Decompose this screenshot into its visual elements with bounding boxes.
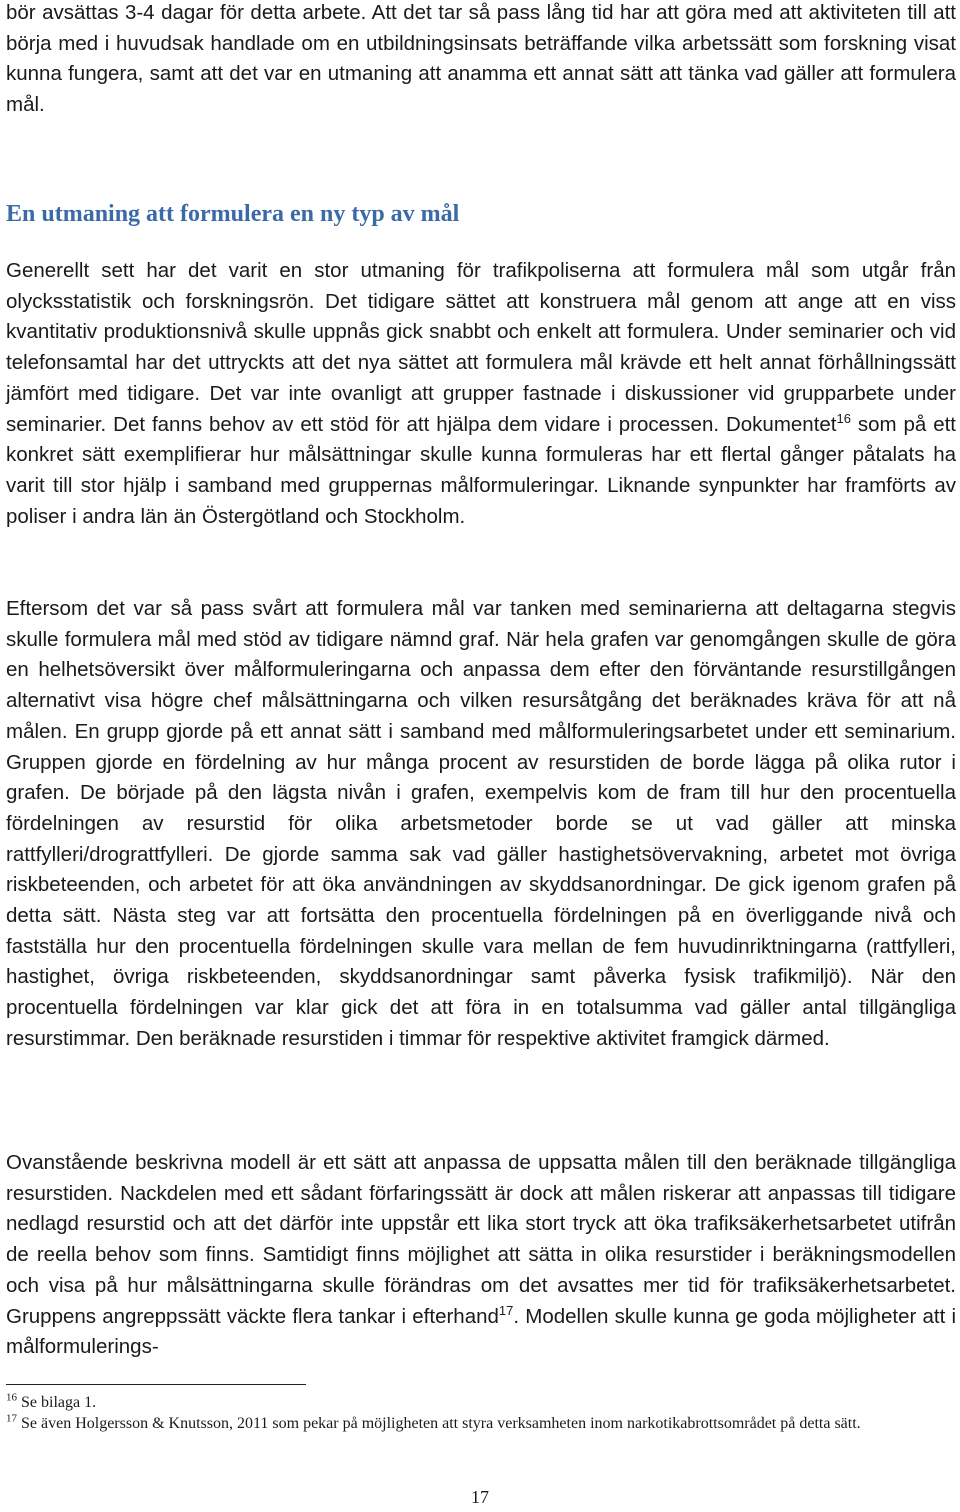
footnote-number: 17 (6, 1412, 17, 1425)
paragraph-2-text: Eftersom det var så pass svårt att formulera mål var tanken med seminarierna att deltagarna stegvis skulle formulera mål med stöd av tidigare nämnd graf. När hela grafen var genomgången skulle de göra en helhetsöversikt över målformuleringarna och anpassa dem efter den förväntande resurstillgången alternativt visa högre chef målsättningarna och vilken resursåtgång det beräknades kräva för att nå målen. En grupp gjorde på ett annat sätt i samband med målformuleringsarbetet under ett seminarium. Gruppen gjorde en fördelning av hur många procent av resurstiden de borde lägga på olika rutor i grafen. De började på den lägsta nivån i grafen, exempelvis kom de fram till hur den procentuella fördelningen av resurstid för olika arbetsmetoder borde se ut vad gäller att minska rattfylleri/drograttfylleri. De gjorde samma sak vad gäller hastighetsövervakning, arbetet mot övriga riskbeteenden, och arbetet för att öka användningen av skyddsanordningar. De gick igenom grafen på detta sätt. Nästa steg var att fortsätta den procentuella fördelningen på en överliggande nivå och fastställa hur den procentuella fördelningen skulle vara mellan de fem huvudinriktningarna (rattfylleri, hastighet, övriga riskbeteenden, skyddsanordningar samt påverka fysisk trafikmiljö). När den procentuella fördelningen var klar gick det att föra in en totalsumma vad gäller antal tillgängliga resurstimmar. Den beräknade resurstiden i timmar för respektive aktivitet framgick därmed. (6, 597, 956, 1050)
paragraph-3-text: Ovanstående beskrivna modell är ett sätt att anpassa de uppsatta målen till den beräknade tillgängliga resurstiden. Nackdelen med ett sådant förfaringssätt är dock att målen riskerar att anpassas till tidigare nedlagd resurstid och att det därför inte uppstår ett lika stort tryck att öka trafiksäkerhetsarbetet utifrån de reella behov som finns. Samtidigt finns möjlighet att sätta in olika resurstider i beräkningsmodellen och visa på hur målsättningarna skulle förändras om det avsattes mer tid för trafiksäkerhetsarbetet. Gruppens angreppssätt väckte flera tankar i efterhand (6, 1151, 956, 1328)
page-number: 17 (471, 1487, 489, 1507)
paragraph-3 (6, 1148, 956, 1363)
intro-text: bör avsättas 3-4 dagar för detta arbete. Att det tar så pass lång tid har att göra med att aktiviteten till att börja med i huvudsak handlade om en utbildningsinsats beträffande vilka arbetssätt som forskning visat kunna fungera, samt att det var en utmaning att anamma ett annat sätt att tänka vad gäller att formulera mål. (6, 1, 956, 117)
paragraph-2 (6, 594, 956, 1055)
section-heading: En utmaning att formulera en ny typ av mål (6, 201, 460, 227)
footnote-ref-16[interactable]: 16 (836, 410, 851, 426)
footnote-ref-17[interactable]: 17 (498, 1302, 514, 1318)
paragraph-1-text: Generellt sett har det varit en stor utmaning för trafikpoliserna att formulera mål som utgår från olycksstatistik och forskningsrön. Det tidigare sättet att konstruera mål genom att ange att en viss kvantitativ produktionsnivå skulle uppnås gick snabbt och enkelt att formulera. Under seminarier och vid telefonsamtal har det uttryckts att det nya sättet att formulera mål krävde ett helt annat förhållningssätt jämfört med tidigare. Det var inte ovanligt att grupper fastnade i diskussioner vid grupparbete under seminarier. Det fanns behov av ett stöd för att hjälpa dem vidare i processen. Dokumentet (6, 259, 956, 436)
paragraph-1 (6, 256, 956, 532)
footnote-16 (6, 1392, 906, 1413)
footnote-text: Se även Holgersson & Knutsson, 2011 som pekar på möjligheten att styra verksamheten inom narkotikabrottsområdet på detta sätt. (17, 1415, 861, 1432)
footnote-text: Se bilaga 1. (17, 1394, 97, 1411)
footnote-17 (6, 1413, 906, 1434)
footnote-number: 16 (6, 1391, 17, 1404)
paragraph-1-text-continued: som på ett konkret sätt exemplifierar hur målsättningar skulle kunna formuleras har ett flertal gånger påtalats ha varit till stor hjälp i samband med gruppernas målformuleringar. Liknande synpunkter har framförts av poliser i andra län än Östergötland och Stockholm. (6, 412, 956, 528)
intro-paragraph (6, 0, 956, 121)
footnotes (6, 1392, 906, 1434)
paragraph-3-text-continued: . Modellen skulle kunna ge goda möjligheter att i målformulerings- (6, 1304, 956, 1359)
footnote-separator (6, 1384, 306, 1385)
